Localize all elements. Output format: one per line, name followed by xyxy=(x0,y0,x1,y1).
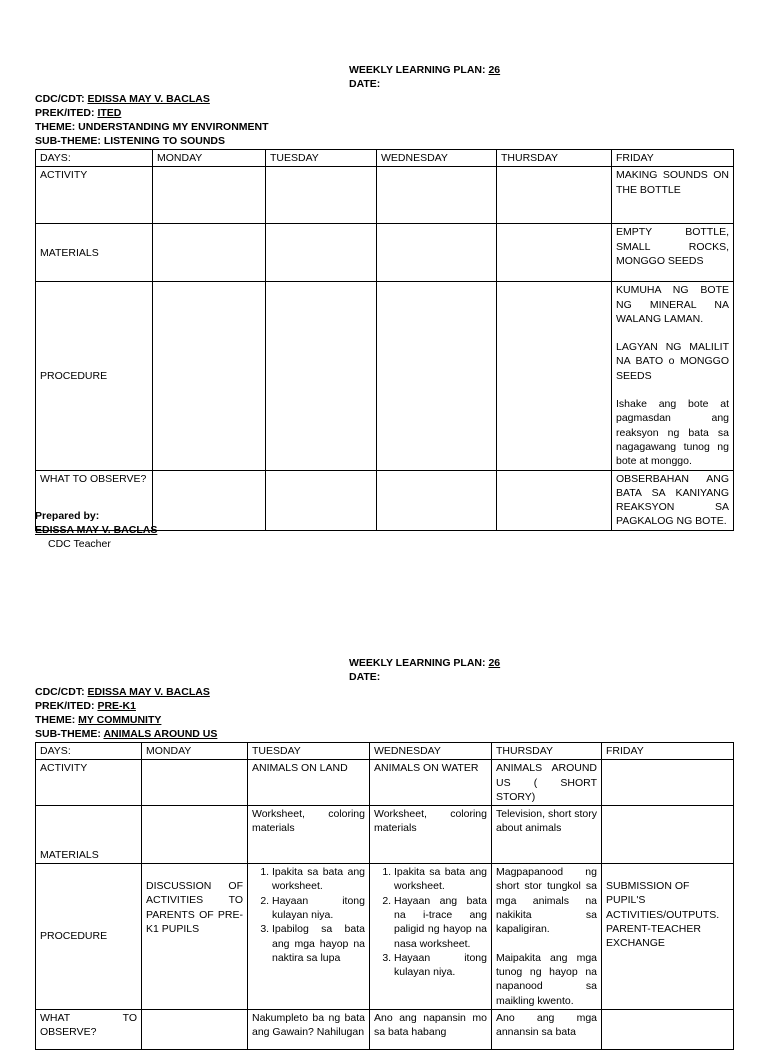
cell xyxy=(602,806,734,864)
cell xyxy=(377,470,497,530)
procedure-monday xyxy=(142,864,248,1010)
row-label-procedure: PROCEDURE xyxy=(36,864,142,1010)
row-label-materials: MATERIALS xyxy=(36,224,153,282)
observe-wednesday: Ano ang napansin mo sa bata habang xyxy=(370,1009,492,1049)
theme-value: UNDERSTANDING MY ENVIRONMENT xyxy=(78,121,269,133)
prek-label: PREK/ITED: xyxy=(35,107,95,119)
plan-title xyxy=(349,656,500,670)
cdc-value: EDISSA MAY V. BACLAS xyxy=(87,93,210,105)
observe-row xyxy=(36,1009,734,1049)
procedure-list xyxy=(252,865,365,965)
row-label-activity: ACTIVITY xyxy=(36,167,153,224)
cdc-line xyxy=(35,92,210,106)
procedure-friday xyxy=(602,864,734,1010)
header-days: DAYS: xyxy=(36,150,153,167)
row-label-procedure: PROCEDURE xyxy=(36,282,153,470)
activity-tuesday: ANIMALS ON LAND xyxy=(248,760,370,806)
procedure-step: Maipakita ang mga tunog ng hayop na napanood sa maikling kwento. xyxy=(496,951,597,1007)
prek-line xyxy=(35,106,121,120)
activity-friday: MAKING SOUNDS ON THE BOTTLE xyxy=(612,167,734,224)
preparer-role: CDC Teacher xyxy=(48,538,111,550)
cdc-label: CDC/CDT: xyxy=(35,686,85,698)
plan-number: 26 xyxy=(488,657,501,669)
prek-line xyxy=(35,699,136,713)
plan-title xyxy=(349,63,500,77)
procedure-step: KUMUHA NG BOTE NG MINERAL NA WALANG LAMAN. xyxy=(616,284,729,325)
procedure-row xyxy=(36,864,734,1010)
cell xyxy=(602,1009,734,1049)
theme-label: THEME: xyxy=(35,121,76,133)
plan-number: 26 xyxy=(488,64,501,76)
procedure-thursday xyxy=(492,864,602,1010)
header-monday: MONDAY xyxy=(153,150,266,167)
header-wednesday: WEDNESDAY xyxy=(370,743,492,760)
activity-thursday: ANIMALS AROUND US ( SHORT STORY) xyxy=(492,760,602,806)
plan-title-label: WEEKLY LEARNING PLAN: xyxy=(349,64,486,76)
materials-wednesday: Worksheet, coloring materials xyxy=(370,806,492,864)
procedure-wednesday xyxy=(370,864,492,1010)
procedure-friday-text: SUBMISSION OF PUPIL'S ACTIVITIES/OUTPUTS. PARENT-TEACHER EXCHANGE xyxy=(606,880,720,950)
subtheme-line xyxy=(35,727,217,741)
procedure-list xyxy=(374,865,487,979)
prek-value: ITED xyxy=(97,107,122,119)
cell xyxy=(142,806,248,864)
subtheme-value: ANIMALS AROUND US xyxy=(103,728,218,740)
preparer-name: EDISSA MAY V. BACLAS xyxy=(35,524,158,536)
subtheme-label: SUB-THEME: xyxy=(35,728,101,740)
prek-value: PRE-K1 xyxy=(97,700,136,712)
subtheme-value: LISTENING TO SOUNDS xyxy=(103,135,225,147)
activity-wednesday: ANIMALS ON WATER xyxy=(370,760,492,806)
cell xyxy=(266,167,377,224)
subtheme-line xyxy=(35,134,225,148)
header-thursday: THURSDAY xyxy=(497,150,612,167)
row-label-observe: WHAT TO OBSERVE? xyxy=(36,1009,142,1049)
observe-tuesday: Nakumpleto ba ng bata ang Gawain? Nahilugan xyxy=(248,1009,370,1049)
date-label: DATE: xyxy=(349,671,381,683)
row-label-observe: WHAT TO OBSERVE? xyxy=(36,470,153,530)
observe-friday: OBSERBAHAN ANG BATA SA KANIYANG REAKSYON SA PAGKALOG NG BOTE. xyxy=(612,470,734,530)
procedure-step: Ishake ang bote at pagmasdan ang reaksyon ng bata sa nagagawang tunog ng bote at monggo. xyxy=(616,398,729,468)
cell xyxy=(142,1009,248,1049)
theme-line xyxy=(35,120,269,134)
procedure-friday xyxy=(612,282,734,470)
header-thursday: THURSDAY xyxy=(492,743,602,760)
procedure-monday-text: DISCUSSION OF ACTIVITIES TO PARENTS OF PRE-K1 PUPILS xyxy=(146,880,243,936)
procedure-step: 1. Ipakita sa bata ang worksheet. xyxy=(394,865,487,894)
row-label-activity: ACTIVITY xyxy=(36,760,142,806)
header-row xyxy=(36,150,734,167)
cell xyxy=(377,224,497,282)
procedure-step: LAGYAN NG MALILIT NA BATO o MONGGO SEEDS xyxy=(616,341,729,382)
observe-row xyxy=(36,470,734,530)
procedure-row xyxy=(36,282,734,470)
cell xyxy=(497,224,612,282)
header-wednesday: WEDNESDAY xyxy=(377,150,497,167)
cell xyxy=(266,470,377,530)
subtheme-label: SUB-THEME: xyxy=(35,135,101,147)
cell xyxy=(377,167,497,224)
header-monday: MONDAY xyxy=(142,743,248,760)
procedure-tuesday xyxy=(248,864,370,1010)
activity-row xyxy=(36,760,734,806)
cell xyxy=(497,167,612,224)
procedure-step: 3. Ipabilog sa bata ang mga hayop na naktira sa lupa xyxy=(272,922,365,965)
theme-value: MY COMMUNITY xyxy=(78,714,162,726)
header-tuesday: TUESDAY xyxy=(248,743,370,760)
plan-title-label: WEEKLY LEARNING PLAN: xyxy=(349,657,486,669)
cell xyxy=(153,282,266,470)
activity-row xyxy=(36,167,734,224)
date-label: DATE: xyxy=(349,78,381,90)
cell xyxy=(153,224,266,282)
materials-row xyxy=(36,806,734,864)
procedure-step: 1. Ipakita sa bata ang worksheet. xyxy=(272,865,365,894)
materials-row xyxy=(36,224,734,282)
cell xyxy=(153,470,266,530)
theme-label: THEME: xyxy=(35,714,76,726)
cell xyxy=(497,282,612,470)
procedure-step: 3. Hayaan itong kulayan niya. xyxy=(394,951,487,980)
cell xyxy=(497,470,612,530)
cell xyxy=(153,167,266,224)
cdc-line xyxy=(35,685,210,699)
cell xyxy=(377,282,497,470)
materials-tuesday: Worksheet, coloring materials xyxy=(248,806,370,864)
observe-thursday: Ano ang mga annansin sa bata xyxy=(492,1009,602,1049)
procedure-step: Magpapanood ng short stor tungkol sa mga animals na nakikita sa kapaligiran. xyxy=(496,866,597,936)
row-label-materials: MATERIALS xyxy=(36,806,142,864)
procedure-step: 2. Hayaan itong kulayan niya. xyxy=(272,894,365,923)
prek-label: PREK/ITED: xyxy=(35,700,95,712)
header-days: DAYS: xyxy=(36,743,142,760)
cdc-value: EDISSA MAY V. BACLAS xyxy=(87,686,210,698)
materials-thursday: Television, short story about animals xyxy=(492,806,602,864)
header-friday: FRIDAY xyxy=(602,743,734,760)
theme-line xyxy=(35,713,161,727)
header-tuesday: TUESDAY xyxy=(266,150,377,167)
cell xyxy=(602,760,734,806)
cell xyxy=(266,224,377,282)
cell xyxy=(142,760,248,806)
plan-table xyxy=(35,149,734,531)
prepared-by-label: Prepared by: xyxy=(35,510,100,522)
cell xyxy=(266,282,377,470)
cdc-label: CDC/CDT: xyxy=(35,93,85,105)
materials-friday: EMPTY BOTTLE, SMALL ROCKS, MONGGO SEEDS xyxy=(612,224,734,282)
plan-table xyxy=(35,742,734,1050)
header-friday: FRIDAY xyxy=(612,150,734,167)
header-row xyxy=(36,743,734,760)
procedure-step: 2. Hayaan ang bata na i-trace ang paligid ng hayop na nasa worksheet. xyxy=(394,894,487,951)
